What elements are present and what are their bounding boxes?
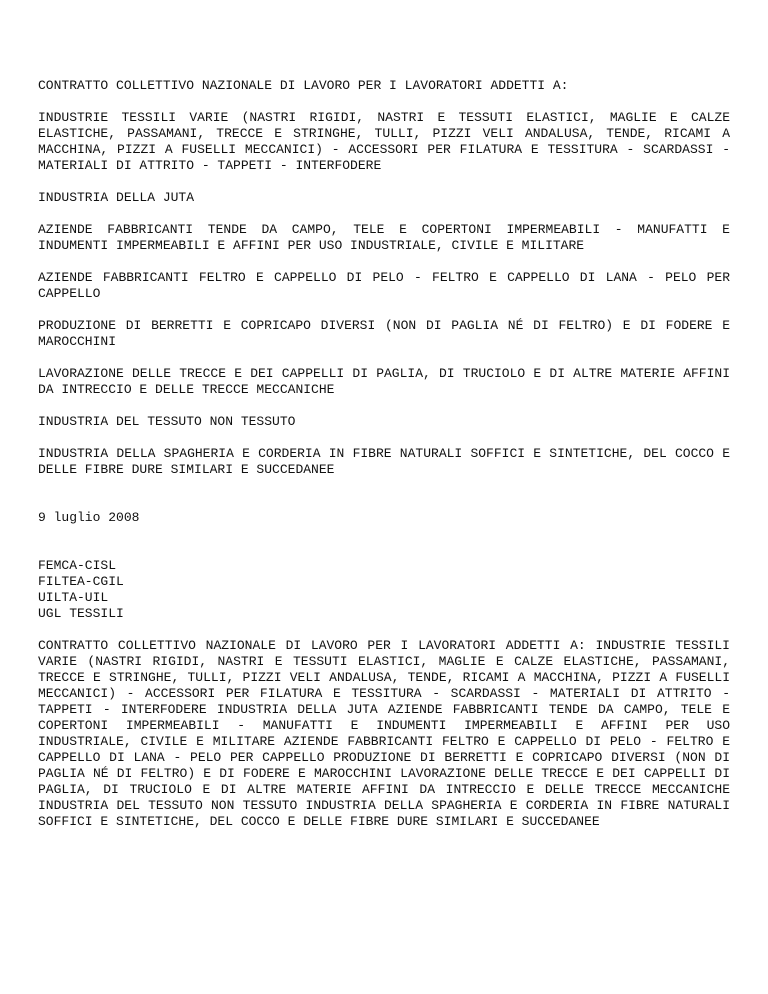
document-page bbox=[38, 78, 730, 846]
signatory-item: FEMCA-CISL bbox=[38, 558, 117, 573]
signatories-list bbox=[38, 558, 730, 622]
sector-juta: INDUSTRIA DELLA JUTA bbox=[38, 190, 195, 205]
contract-date: 9 luglio 2008 bbox=[38, 510, 140, 525]
signatory-item: FILTEA-CGIL bbox=[38, 574, 124, 589]
signatory-item: UGL TESSILI bbox=[38, 606, 124, 621]
sector-spagheria-corderia: INDUSTRIA DELLA SPAGHERIA E CORDERIA IN FIBRE NATURALI SOFFICI E SINTETICHE, DEL COCCO E DELLE FIBRE DURE SIMILARI E SUCCEDANEE bbox=[38, 446, 730, 477]
sector-textile-varie: INDUSTRIE TESSILI VARIE (NASTRI RIGIDI, NASTRI E TESSUTI ELASTICI, MAGLIE E CALZE ELASTICHE, PASSAMANI, TRECCE E STRINGHE, TULLI, PIZZI VELI ANDALUSA, TENDE, RICAMI A MACCHINA, PIZZI A FUSELLI MECCANICI) - ACCESSORI PER FILATURA E TESSITURA - SCARDASSI - MATERIALI DI ATTRITO - TAPPETI - INTERFODERE bbox=[38, 110, 730, 173]
sector-trecce-paglia: LAVORAZIONE DELLE TRECCE E DEI CAPPELLI DI PAGLIA, DI TRUCIOLO E DI ALTRE MATERIE AFFINI DA INTRECCIO E DELLE TRECCE MECCANICHE bbox=[38, 366, 730, 397]
contract-summary: CONTRATTO COLLETTIVO NAZIONALE DI LAVORO PER I LAVORATORI ADDETTI A: INDUSTRIE TESSILI VARIE (NASTRI RIGIDI, NASTRI E TESSUTI ELASTICI, MAGLIE E CALZE ELASTICHE, PASSAMANI, TRECCE E STRINGHE, TULLI, PIZZI VELI ANDALUSA, TENDE, RICAMI A MACCHINA, PIZZI A FUSELLI MECCANICI) - ACCESSORI PER FILATURA E TESSITURA - SCARDASSI - MATERIALI DI ATTRITO - TAPPETI - INTERFODERE INDUSTRIA DELLA JUTA AZIENDE FABBRICANTI TENDE DA CAMPO, TELE E COPERTONI IMPERMEABILI - MANUFATTI E INDUMENTI IMPERMEABILI E AFFINI PER USO INDUSTRIALE, CIVILE E MILITARE AZIENDE FABBRICANTI FELTRO E CAPPELLO DI PELO - FELTRO E CAPPELLO DI LANA - PELO PER CAPPELLO PRODUZIONE DI BERRETTI E COPRICAPO DIVERSI (NON DI PAGLIA NÉ DI FELTRO) E DI FODERE E MAROCCHINI LAVORAZIONE DELLE TRECCE E DEI CAPPELLI DI PAGLIA, DI TRUCIOLO E DI ALTRE MATERIE AFFINI DA INTRECCIO E DELLE TRECCE MECCANICHE INDUSTRIA DEL TESSUTO NON TESSUTO INDUSTRIA DELLA SPAGHERIA E CORDERIA IN FIBRE NATURALI SOFFICI E SINTETICHE, DEL COCCO E DELLE FIBRE DURE SIMILARI E SUCCEDANEE bbox=[38, 638, 730, 829]
sector-berretti: PRODUZIONE DI BERRETTI E COPRICAPO DIVERSI (NON DI PAGLIA NÉ DI FELTRO) E DI FODERE E MAROCCHINI bbox=[38, 318, 730, 349]
signatory-item: UILTA-UIL bbox=[38, 590, 109, 605]
sector-tessuto-non-tessuto: INDUSTRIA DEL TESSUTO NON TESSUTO bbox=[38, 414, 296, 429]
contract-title: CONTRATTO COLLETTIVO NAZIONALE DI LAVORO PER I LAVORATORI ADDETTI A: bbox=[38, 78, 569, 93]
sector-feltro-cappello: AZIENDE FABBRICANTI FELTRO E CAPPELLO DI PELO - FELTRO E CAPPELLO DI LANA - PELO PER CAPPELLO bbox=[38, 270, 730, 301]
sector-tende-campo: AZIENDE FABBRICANTI TENDE DA CAMPO, TELE E COPERTONI IMPERMEABILI - MANUFATTI E INDUMENTI IMPERMEABILI E AFFINI PER USO INDUSTRIALE, CIVILE E MILITARE bbox=[38, 222, 730, 253]
